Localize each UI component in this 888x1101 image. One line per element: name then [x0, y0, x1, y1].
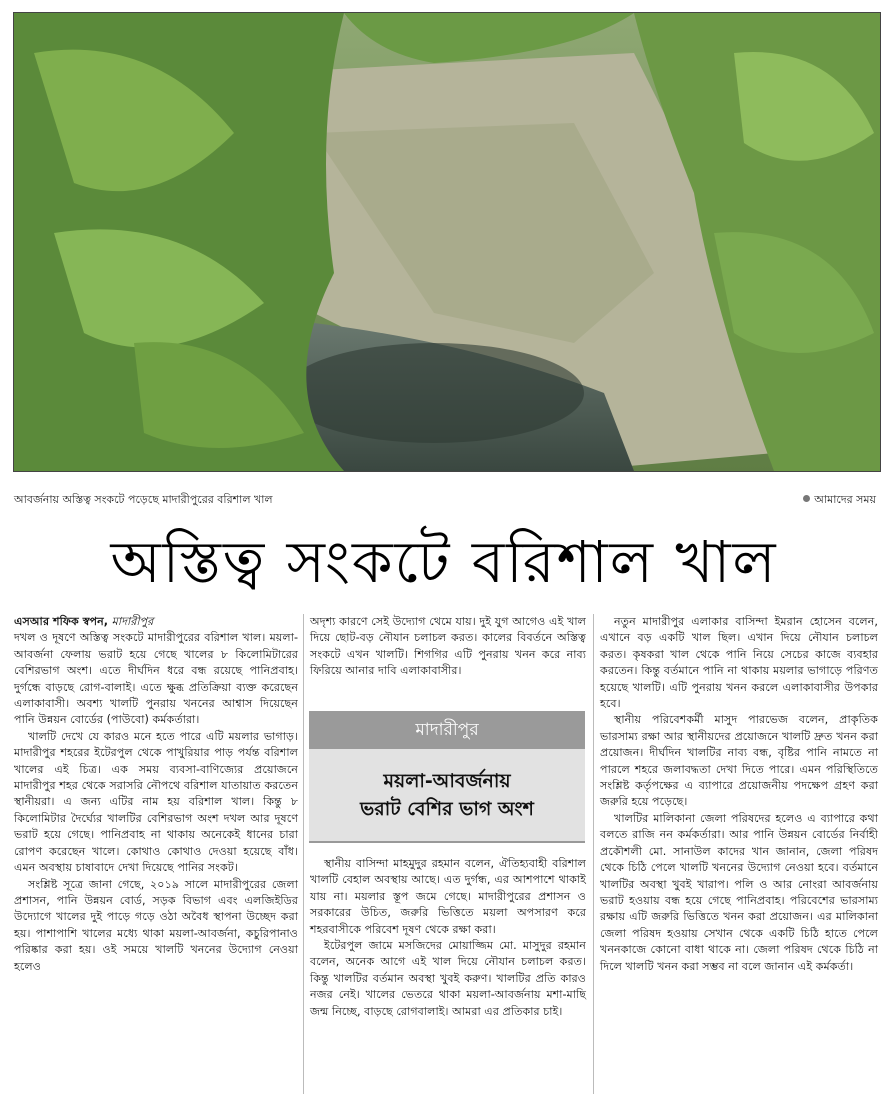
paragraph: অদৃশ্য কারণে সেই উদ্যোগ থেমে যায়। দুই যুগ আগেও এই খাল দিয়ে ছোট-বড় নৌযান চলাচল করত। কালের বিবর্তনে অস্তিত্ব সংকটে এখন খালটি। শিগগির এটি পুনরায় খনন করে নাব্য ফিরিয়ে আনার দাবি এলাকাবাসীর। — [310, 615, 586, 678]
article-column-2-lower — [310, 856, 586, 1020]
paragraph: ইটেরপুল জামে মসজিদের মোয়াজ্জিম মো. মাসুদুর রহমান বলেন, অনেক আগে এই খাল দিয়ে নৌযান চলাচল করত। কিন্তু খালটির বর্তমান অবস্থা খুবই করুণ। খালটির প্রতি কারও নজর নেই। খালের ভেতরে থাকা ময়লা-আবর্জনায় মশা-মাছি জন্ম নিচ্ছে, বাড়ছে রোগবালাই। আমরা এর প্রতিকার চাই। — [310, 939, 586, 1018]
paragraph: স্থানীয় বাসিন্দা মাহমুদুর রহমান বলেন, ঐতিহ্যবাহী বরিশাল খালটি বেহাল অবস্থায় আছে। এত দুর্গন্ধ, এর আশপাশে থাকাই যায় না। ময়লার স্তূপ জমে গেছে। মাদারীপুরের প্রশাসন ও সরকারের উচিত, জরুরি ভিত্তিতে ময়লা অপসারণ করে শহরবাসীকে পরিবেশ দূষণ থেকে রক্ষা করা। — [310, 857, 586, 936]
canal-photo-icon — [14, 13, 880, 471]
column-divider — [593, 614, 594, 1094]
photo-credit-text: আমাদের সময় — [814, 493, 876, 506]
paragraph: খালটি দেখে যে কারও মনে হতে পারে এটি ময়লার ভাগাড়। মাদারীপুর শহরের ইটেরপুল থেকে পাখুরিয়ার পাড় পর্যন্ত বরিশাল খালের এই চিত্র। এক সময় ব্যবসা-বাণিজ্যের প্রয়োজনে মাদারীপুর শহর থেকে সরাসরি নৌপথে বরিশাল যাতায়াত করতেন স্থানীয়রা। এ জন্য এটির নাম হয় বরিশাল খাল। কিন্তু ৮ কিলোমিটার দৈর্ঘ্যের খালটির বেশিরভাগ অংশ দখল আর দূষণে ভরাট হয়ে গেছে। পানিপ্রবাহ না থাকায় অনেকেই ধানের চারা রোপণ করেছেন খালে। কোথাও কোথাও দেওয়া হয়েছে বাঁধ। এমন অবস্থায় চাষাবাদে দেখা দিয়েছে পানির সংকট। — [14, 729, 298, 875]
paragraph: সংশ্লিষ্ট সূত্রে জানা গেছে, ২০১৯ সালে মাদারীপুরের জেলা প্রশাসন, পানি উন্নয়ন বোর্ড, সড়ক বিভাগ এবং এলজিইডির উদ্যোগে খালের দুই পাড়ে গড়ে ওঠা অবৈধ স্থাপনা উচ্ছেদ করা হয়। পাশাপাশি খালের মধ্যে থাকা ময়লা-আবর্জনা, কচুরিপানাও পরিষ্কার করা হয়। ওই সময়ে খালটি খননের উদ্যোগ নেওয়া হলেও — [14, 877, 298, 973]
highlight-box — [309, 711, 585, 845]
column-divider — [303, 614, 304, 1094]
article-column-3 — [600, 614, 878, 975]
article-column-2-top — [310, 614, 586, 680]
paragraph: খালটির মালিকানা জেলা পরিষদের হলেও এ ব্যাপারে কথা বলতে রাজি নন কর্মকর্তারা। আর পানি উন্নয়ন বোর্ডের নির্বাহী প্রকৌশলী মো. সানাউল কাদের খান জানান, জেলা পরিষদ থেকে চিঠি পেলে খালটি খননের উদ্যোগ নেওয়া হবে। বর্তমানে খালটির অবস্থা খুবই খারাপ। পলি ও আর নোংরা আবর্জনায় ভরাট হওয়ায় বন্ধ হয়ে গেছে পানিপ্রবাহ। পরিবেশের ভারসাম্য রক্ষায় এটি জরুরি ভিত্তিতে খনন করা প্রয়োজন। এর মালিকানা জেলা পরিষদ হওয়ায় সেখান থেকে একটি চিঠি হাতে পেলে খননকাজে কোনো বাধা থাকে না। জেলা পরিষদ থেকে চিঠি না দিলে খালটি খনন করা সম্ভব না বলে জানান এই কর্মকর্তা। — [600, 811, 878, 973]
headline: অস্তিত্ব সংকটে বরিশাল খাল — [110, 528, 778, 596]
article-column-1 — [14, 614, 298, 975]
highlight-box-body — [309, 749, 585, 843]
photo-credit — [803, 491, 876, 510]
photo-caption: আবর্জনায় অস্তিত্ব সংকটে পড়েছে মাদারীপুরের বরিশাল খাল — [14, 493, 273, 506]
paragraph: স্থানীয় পরিবেশকর্মী মাসুদ পারভেজ বলেন, প্রাকৃতিক ভারসাম্য রক্ষা আর স্থানীয়দের প্রয়োজনে খালটি দ্রুত খনন করা প্রয়োজন। দীর্ঘদিন খালটির নাব্য বন্ধ, বৃষ্টির পানি নামতে না পারলে শহরে জলাবদ্ধতা দেখা দিতে পারে। এমন পরিস্থিতিতে সংশ্লিষ্ট কর্তৃপক্ষের এ ব্যাপারে প্রয়োজনীয় পদক্ষেপ গ্রহণ করা জরুরি হয়ে পড়েছে। — [600, 713, 878, 809]
highlight-box-head: মাদারীপুর — [309, 711, 585, 749]
paragraph: দখল ও দূষণে অস্তিত্ব সংকটে মাদারীপুরের বরিশাল খাল। ময়লা-আবর্জনা ফেলায় ভরাট হয়ে গেছে খালের ৮ কিলোমিটারের বেশিরভাগ অংশ। এতে দীর্ঘদিন ধরে বন্ধ রয়েছে পানিপ্রবাহ। দুর্গন্ধে বাড়ছে রোগ-বালাই। এতে ক্ষুব্ধ প্রতিক্রিয়া ব্যক্ত করেছেন এলাকাবাসী। অবশ্য খালটি পুনরায় খননের আশ্বাস দিয়েছেন পানি উন্নয়ন বোর্ডের (পাউবো) কর্মকর্তারা। — [14, 631, 298, 727]
highlight-line-1: ময়লা-আবর্জনায় — [383, 770, 511, 792]
canal-photo — [13, 12, 881, 472]
byline-name: এসআর শফিক স্বপন, — [14, 615, 109, 628]
paragraph: নতুন মাদারীপুর এলাকার বাসিন্দা ইমরান হোসেন বলেন, এখানে বড় একটি খাল ছিল। এখান দিয়ে নৌযান চলাচল করত। কৃষকরা খাল থেকে পানি নিয়ে সেচের কাজে ব্যবহার করতেন। কিন্তু বর্তমানে পানি না থাকায় ময়লার ভাগাড়ে পরিণত হয়েছে খালটি। এটি পুনরায় খনন করলে এলাকাবাসীর উপকার হবে। — [600, 615, 878, 711]
byline — [14, 614, 298, 630]
photo-caption-row — [14, 491, 876, 509]
bullet-icon — [803, 495, 810, 502]
highlight-line-2: ভরাট বেশির ভাগ অংশ — [360, 798, 534, 820]
byline-place: মাদারীপুর — [111, 615, 154, 628]
